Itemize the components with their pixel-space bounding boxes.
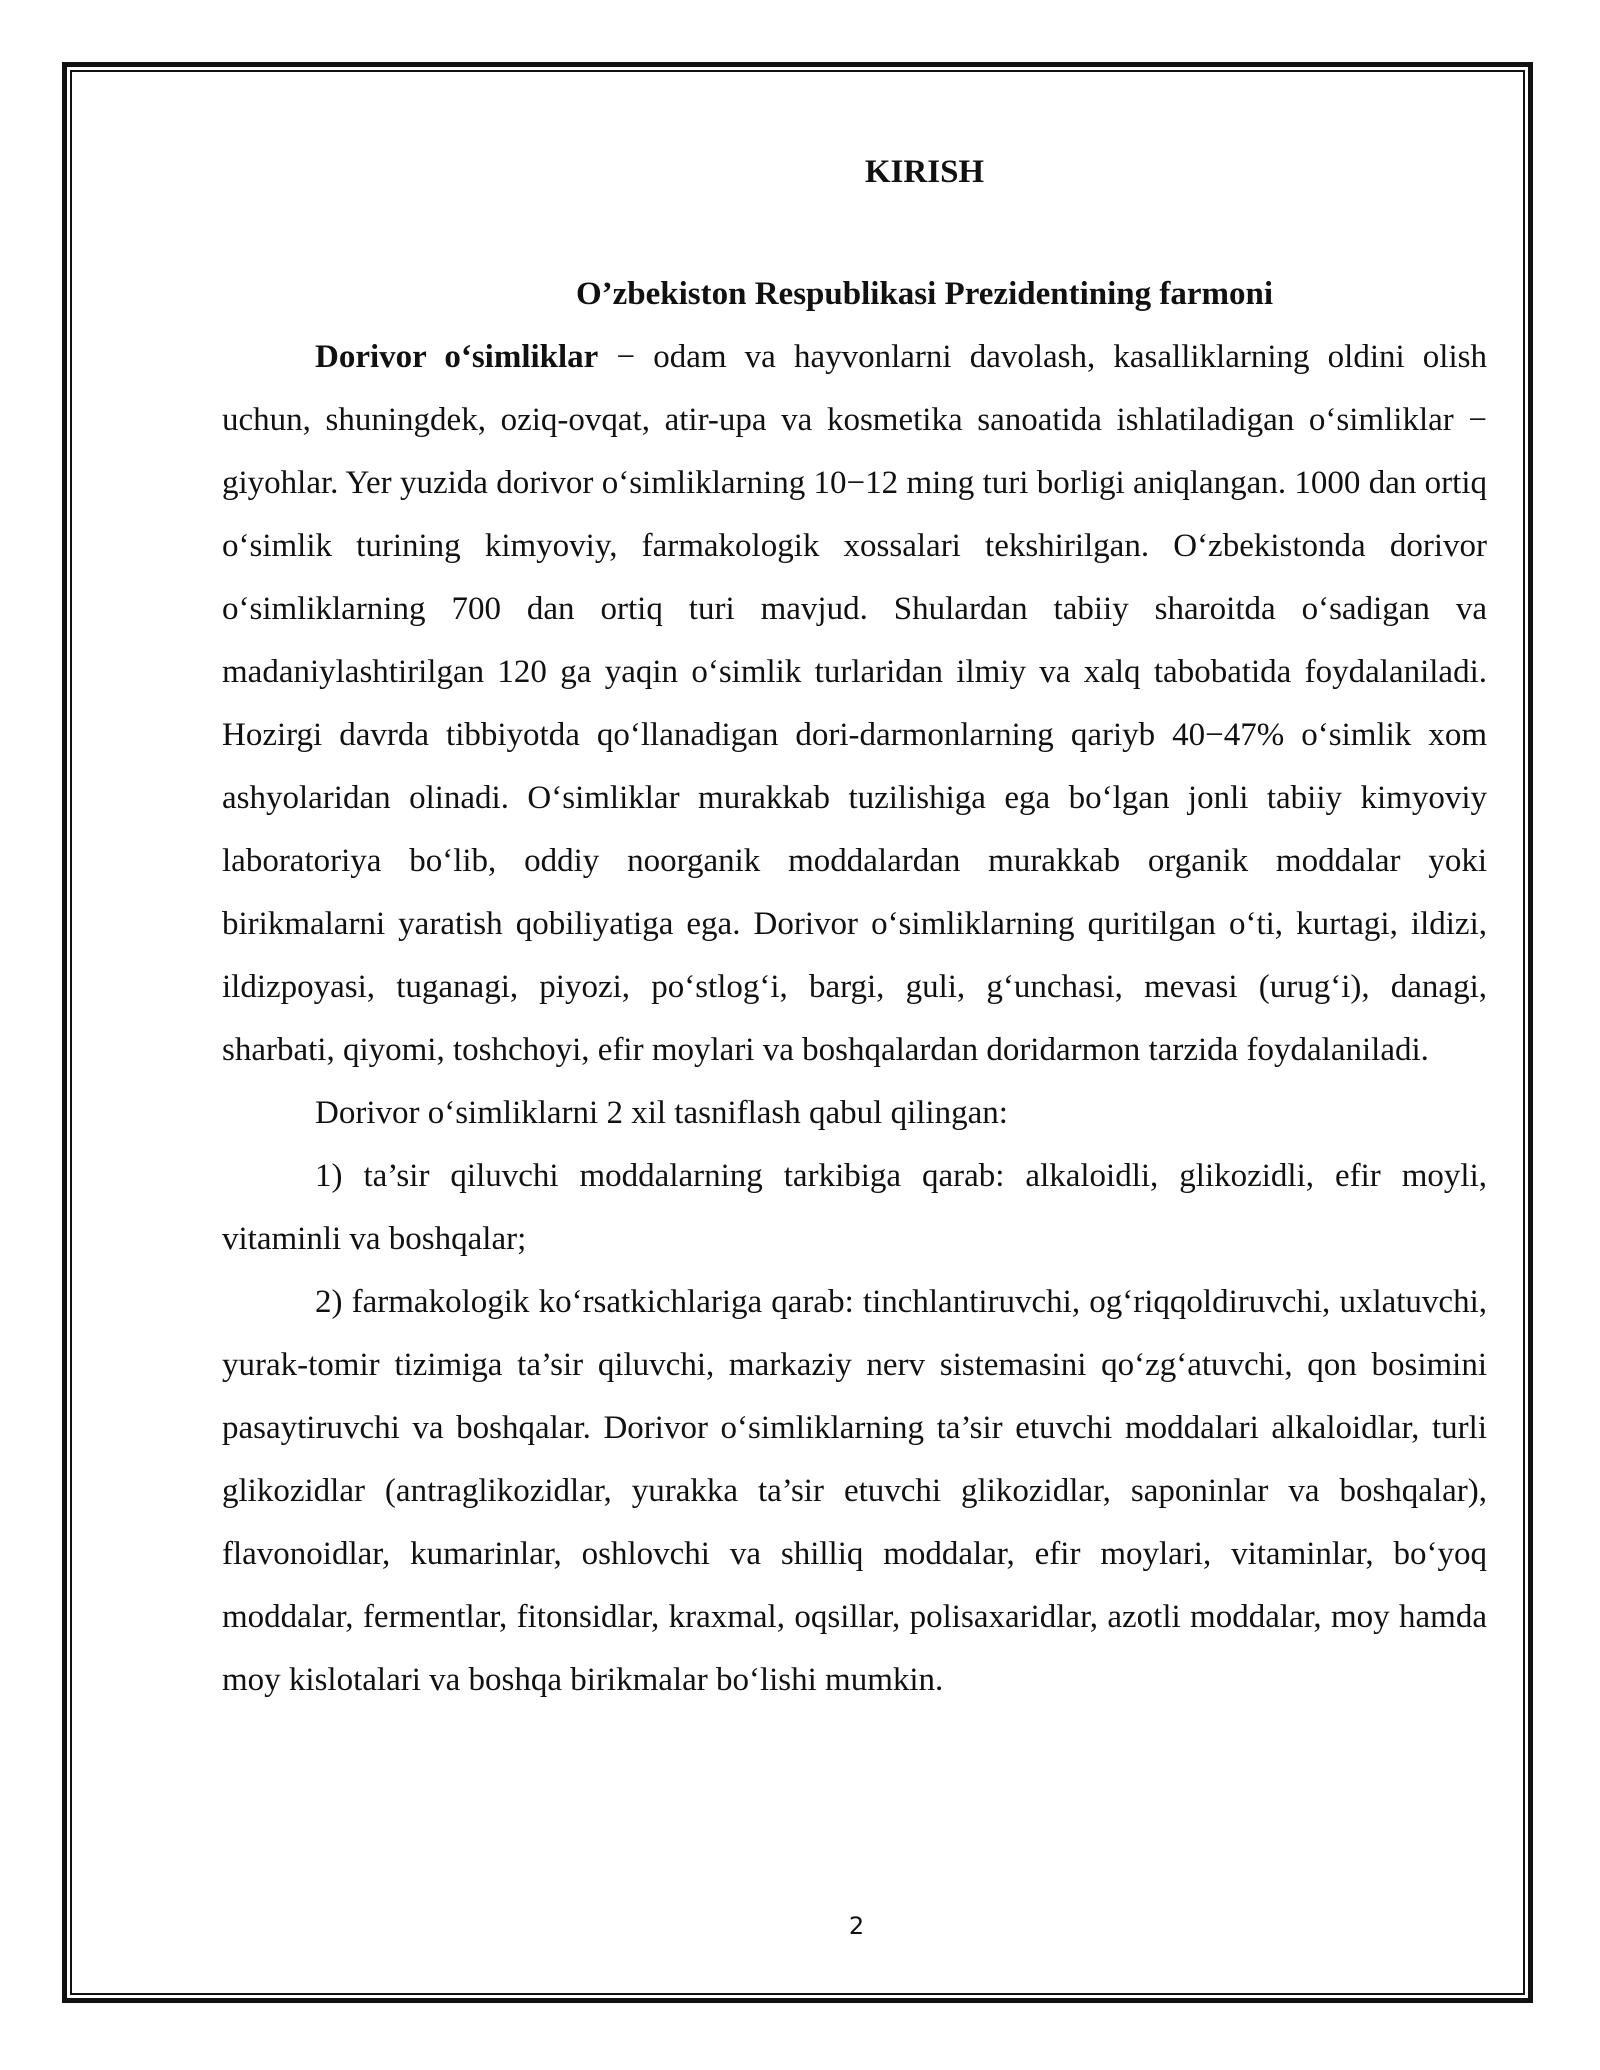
- intro-paragraph: [222, 326, 1487, 1082]
- classification-paragraph: Dorivor o‘simliklarni 2 xil tasniflash qabul qilingan:: [315, 1095, 1008, 1131]
- page-title: KIRISH: [864, 154, 985, 190]
- page-subtitle: O’zbekiston Respublikasi Prezidentining farmoni: [575, 276, 1274, 312]
- list-item-2: 2) farmakologik ko‘rsatkichlariga qarab: tinchlantiruvchi, og‘riqqoldiruvchi, uxlatuvchi, yurak-tomir tizimiga ta’sir qiluvchi, markaziy nerv sistemasini qo‘zg‘atuvchi, qon bosimini pasaytiruvchi va boshqalar. Dorivor o‘simliklarning ta’sir etuvchi moddalari alkaloidlar, turli glikozidlar (antraglikozidlar, yurakka ta’sir etuvchi glikozidlar, saponinlar va boshqalar), flavonoidlar, kumarinlar, oshlovchi va shilliq moddalar, efir moylari, vitaminlar, bo‘yoq moddalar, fermentlar, fitonsidlar, kraxmal, oqsillar, polisaxaridlar, azotli moddalar, moy hamda moy kislotalari va boshqa birikmalar bo‘lishi mumkin.: [222, 1284, 1487, 1698]
- document-body: [222, 140, 1487, 1712]
- page-number: 2: [848, 1912, 865, 1940]
- list-item-1: 1) ta’sir qiluvchi moddalarning tarkibiga qarab: alkaloidli, glikozidli, efir moyli, vitaminli va boshqalar;: [222, 1158, 1487, 1257]
- intro-paragraph-text: − odam va hayvonlarni davolash, kasalliklarning oldini olish uchun, shuningdek, oziq-ovqat, atir-upa va kosmetika sanoatida ishlatiladigan o‘simliklar − giyohlar. Yer yuzida dorivor o‘simliklarning 10−12 ming turi borligi aniqlangan. 1000 dan ortiq o‘simlik turining kimyoviy, farmakologik xossalari tekshirilgan. O‘zbekistonda dorivor o‘simliklarning 700 dan ortiq turi mavjud. Shulardan tabiiy sharoitda o‘sadigan va madaniylashtirilgan 120 ga yaqin o‘simlik turlaridan ilmiy va xalq tabobatida foydalaniladi. Hozirgi davrda tibbiyotda qo‘llanadigan dori-darmonlarning qariyb 40−47% o‘simlik xom ashyolaridan olinadi. O‘simliklar murakkab tuzilishiga ega bo‘lgan jonli tabiiy kimyoviy laboratoriya bo‘lib, oddiy noorganik moddalardan murakkab organik moddalar yoki birikmalarni yaratish qobiliyatiga ega. Dorivor o‘simliklarning quritilgan o‘ti, kurtagi, ildizi, ildizpoyasi, tuganagi, piyozi, po‘stlog‘i, bargi, guli, g‘unchasi, mevasi (urug‘i), danagi, sharbati, qiyomi, toshchoyi, efir moylari va boshqalardan doridarmon tarzida foydalaniladi.: [222, 339, 1487, 1068]
- intro-paragraph-lead: Dorivor o‘simliklar: [315, 339, 599, 375]
